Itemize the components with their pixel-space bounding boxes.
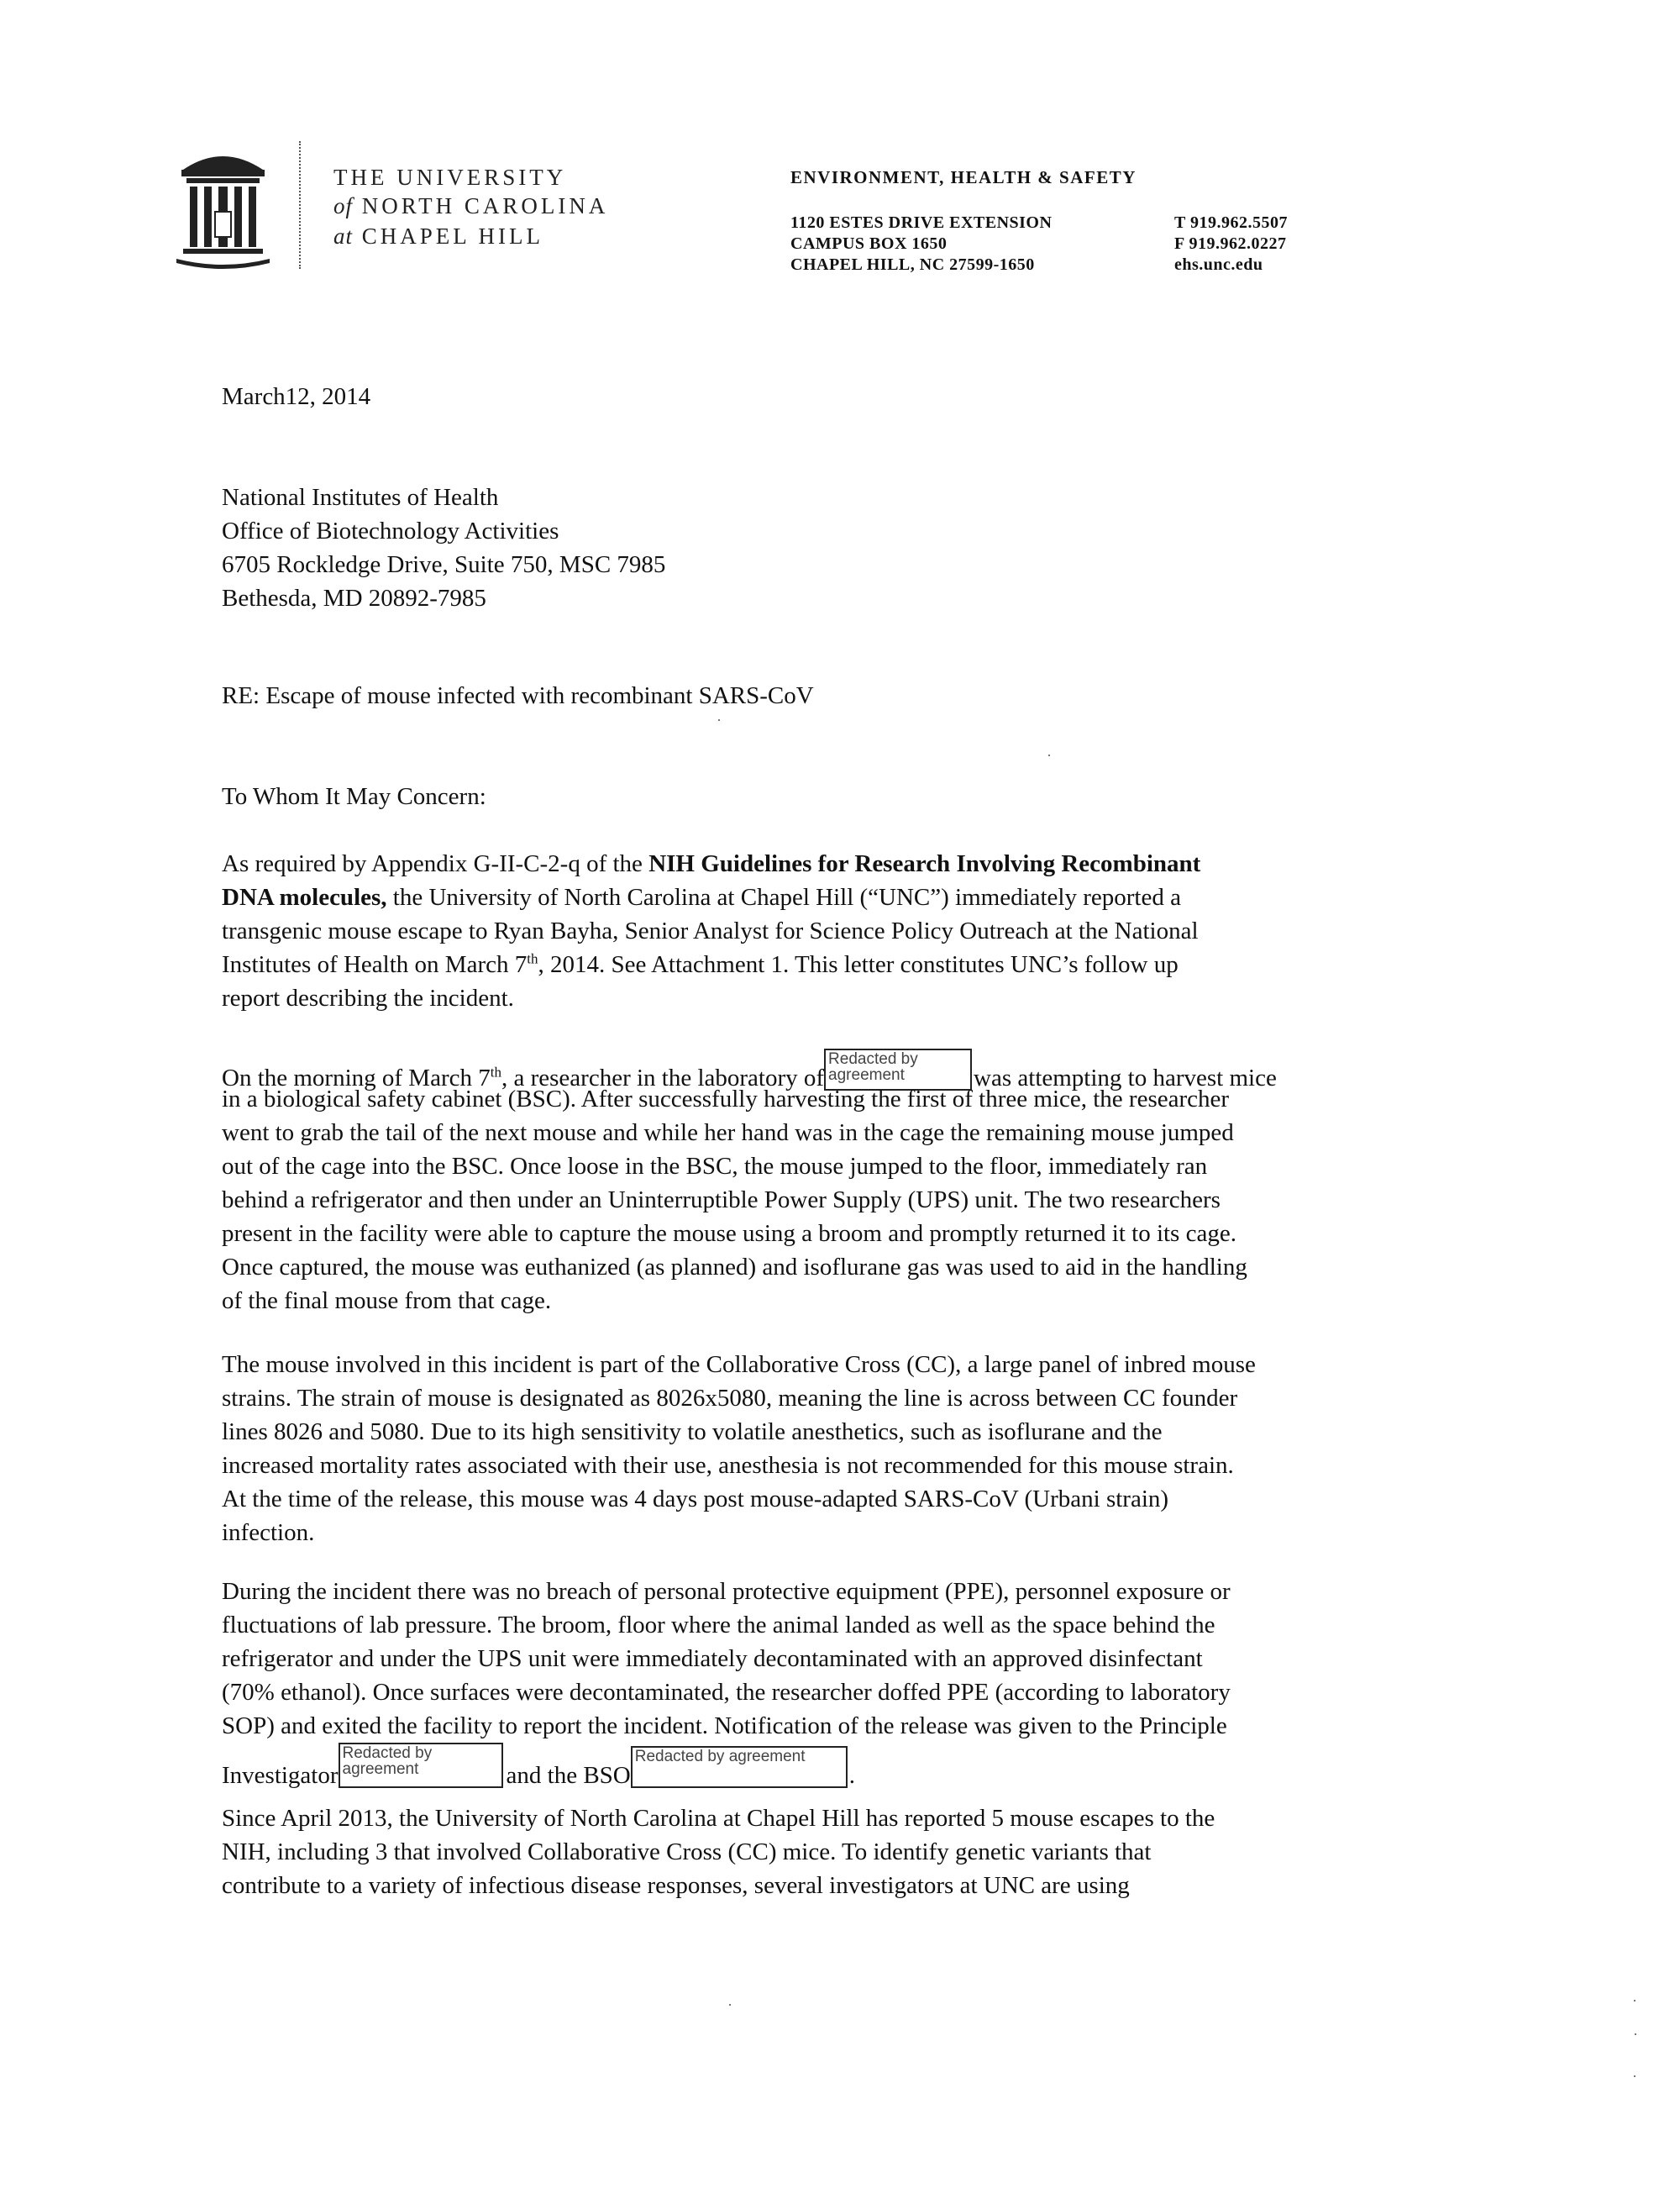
website: ehs.unc.edu [1174,255,1263,274]
text-span: As required by Appendix G-II-C-2-q of the [222,850,649,877]
recipient-line: 6705 Rockledge Drive, Suite 750, MSC 7985 [222,551,666,578]
letter-date: March12, 2014 [222,383,371,410]
university-name-of: of [333,193,354,218]
ordinal-suffix: th [490,1064,501,1081]
salutation: To Whom It May Concern: [222,783,486,810]
department-name: ENVIRONMENT, HEALTH & SAFETY [790,167,1137,187]
text-line: The mouse involved in this incident is part of the Collaborative Cross (CC), a large panel of inbred mouse [222,1351,1256,1378]
text-line [222,1049,1277,1091]
university-name-city: CHAPEL HILL [361,224,543,249]
university-name-line2 [333,193,608,219]
text-line: SOP) and exited the facility to report the incident. Notification of the release was given to the Principle [222,1712,1227,1739]
recipient-line: Bethesda, MD 20892-7985 [222,585,486,612]
text-line: NIH, including 3 that involved Collaborative Cross (CC) mice. To identify genetic variants that [222,1838,1152,1865]
paragraph-1 [222,847,1200,1015]
phone-number: T 919.962.5507 [1174,213,1288,232]
subject-line: RE: Escape of mouse infected with recombinant SARS-CoV [222,682,814,709]
text-line: lines 8026 and 5080. Due to its high sensitivity to volatile anesthetics, such as isoflurane and the [222,1418,1163,1445]
scan-speck [718,719,720,721]
text-line: transgenic mouse escape to Ryan Bayha, Senior Analyst for Science Policy Outreach at the National [222,918,1199,944]
recipient-line: Office of Biotechnology Activities [222,518,559,544]
text-line: went to grab the tail of the next mouse and while her hand was in the cage the remaining mouse jumped [222,1119,1234,1146]
text-line [222,881,1200,914]
university-name-at: at [333,224,354,249]
text-line: During the incident there was no breach of personal protective equipment (PPE), personnel exposure or [222,1578,1231,1605]
text-line: At the time of the release, this mouse was 4 days post mouse-adapted SARS-CoV (Urbani strain) [222,1486,1169,1512]
text-line: behind a refrigerator and then under an Uninterruptible Power Supply (UPS) unit. The two researchers [222,1186,1221,1213]
redaction-box: Redacted by agreement [339,1743,503,1788]
text-line: present in the facility were able to capture the mouse using a broom and promptly returned it to its cage. [222,1220,1236,1247]
text-line: fluctuations of lab pressure. The broom, floor where the animal landed as well as the space behind the [222,1612,1215,1638]
scan-speck [1634,2000,1635,2001]
text-span: Institutes of Health on March 7 [222,951,528,978]
text-span: the University of North Carolina at Chapel Hill (“UNC”) immediately reported a [386,884,1181,911]
address-line1: 1120 ESTES DRIVE EXTENSION [790,213,1053,232]
letterhead-divider [299,141,301,269]
text-line: out of the cage into the BSC. Once loose in the BSC, the mouse jumped to the floor, immediately ran [222,1153,1208,1180]
ordinal-suffix: th [527,950,538,967]
paragraph-4 [222,1575,1231,1789]
redaction-box: Redacted by agreement [631,1746,848,1788]
fax-number: F 919.962.0227 [1174,234,1287,253]
paragraph-2 [222,1049,1277,1318]
text-span: and the BSO [506,1762,631,1789]
scan-speck [729,2004,731,2006]
text-span: was attempting to harvest mice [974,1065,1277,1091]
text-span: , a researcher in the laboratory of [501,1065,825,1091]
address-line2: CAMPUS BOX 1650 [790,234,948,253]
guidelines-title: NIH Guidelines for Research Involving Recombinant [648,850,1201,877]
text-line: Once captured, the mouse was euthanized (as planned) and isoflurane gas was used to aid in the handling [222,1254,1247,1281]
text-line: refrigerator and under the UPS unit were immediately decontaminated with an approved disinfectant [222,1645,1203,1672]
text-line [222,1743,1231,1789]
text-line: strains. The strain of mouse is designated as 8026x5080, meaning the line is across between CC founder [222,1385,1238,1412]
text-line: contribute to a variety of infectious disease responses, several investigators at UNC are using [222,1872,1130,1899]
scan-speck [1048,755,1050,756]
text-span: Investigator [222,1762,339,1789]
text-line: Since April 2013, the University of North Carolina at Chapel Hill has reported 5 mouse escapes to the [222,1805,1215,1832]
redaction-box: Redacted by agreement [824,1049,972,1091]
text-line: infection. [222,1519,315,1546]
text-line: in a biological safety cabinet (BSC). After successfully harvesting the first of three mice, the researcher [222,1086,1230,1112]
address-line3: CHAPEL HILL, NC 27599-1650 [790,255,1035,274]
text-line: increased mortality rates associated with their use, anesthesia is not recommended for this mouse strain. [222,1452,1234,1479]
recipient-address [222,481,665,615]
text-line [222,948,1200,981]
recipient-line: National Institutes of Health [222,484,499,511]
paragraph-3 [222,1348,1256,1549]
paragraph-5 [222,1801,1215,1902]
university-name-line1: THE UNIVERSITY [333,165,567,190]
text-line: report describing the incident. [222,985,514,1012]
text-span: . [848,1762,855,1789]
text-line: of the final mouse from that cage. [222,1287,552,1314]
guidelines-title-cont: DNA molecules, [222,884,387,911]
text-span: On the morning of March 7 [222,1065,491,1091]
text-span: , 2014. See Attachment 1. This letter constitutes UNC’s follow up [538,951,1179,978]
text-line: (70% ethanol). Once surfaces were decontaminated, the researcher doffed PPE (according to laboratory [222,1679,1231,1706]
scan-speck [1635,2033,1636,2035]
scan-speck [1634,2075,1635,2077]
text-line [222,847,1200,881]
university-name-line3 [333,224,543,250]
old-well-icon [175,145,271,271]
university-name-state: NORTH CAROLINA [361,193,609,218]
